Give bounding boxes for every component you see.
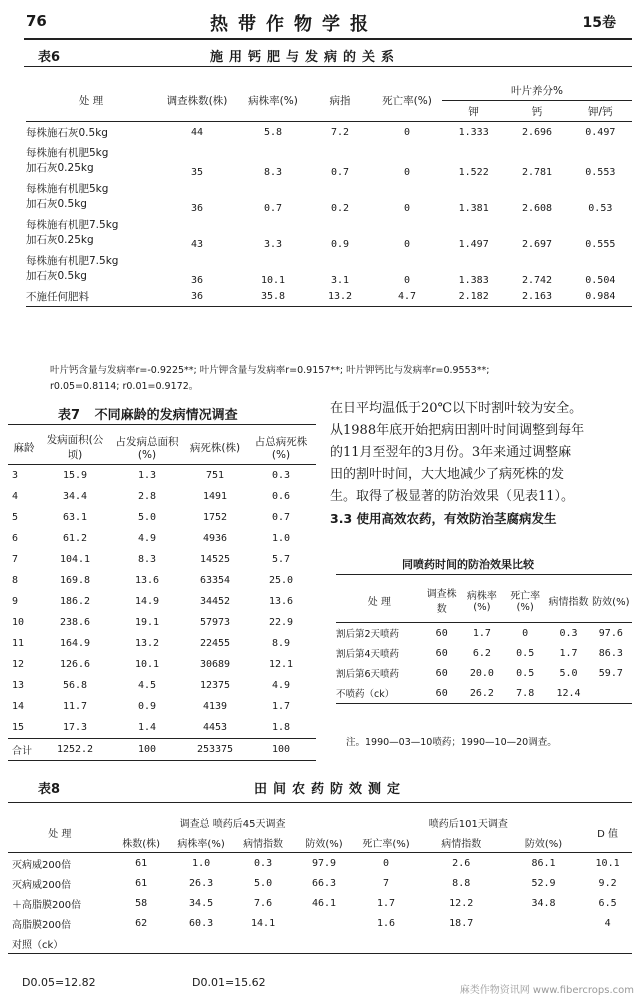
t6-cell-n: 36 <box>190 275 204 286</box>
t6-treatment-cell <box>26 142 156 178</box>
t7-cell: 1.0 <box>271 533 291 544</box>
t7-cell: 30689 <box>199 659 231 670</box>
t10-cell: 86.3 <box>598 647 623 659</box>
t8-cell: 6.5 <box>598 897 617 909</box>
table-row <box>8 612 316 633</box>
table-row <box>336 643 632 663</box>
header-rule <box>24 38 632 40</box>
t7-cell: 34452 <box>199 596 231 607</box>
table-row <box>8 570 316 591</box>
t6-treatment-cell <box>26 178 156 214</box>
t8-cell: 10.1 <box>595 857 620 869</box>
t7-cell: 63.1 <box>62 512 88 523</box>
table-row <box>8 696 316 717</box>
t7-cell: 34.4 <box>62 491 88 502</box>
t10-cell: 1.7 <box>559 647 578 659</box>
t6-cell-kc: 0.553 <box>585 167 616 178</box>
t8-sub-plants: 株数(株) <box>112 832 171 853</box>
t10-cell: 60 <box>423 683 461 704</box>
t7-cell: 11.7 <box>62 701 88 712</box>
t7-cell: 13.2 <box>134 638 160 649</box>
table-row <box>26 122 632 143</box>
table-row <box>8 633 316 654</box>
t7-col-dead: 病死株(株) <box>184 430 246 465</box>
table-row <box>26 286 632 307</box>
t7-cell: 12.1 <box>268 659 294 670</box>
t6-col-treat: 处 理 <box>26 80 156 122</box>
table-row <box>336 663 632 683</box>
t8-cell: 4 <box>604 917 611 929</box>
page-number: 76 <box>26 12 47 30</box>
t8-cell: 1.0 <box>192 857 211 869</box>
t8-cell: 0.3 <box>254 857 273 869</box>
t8-cell: 46.1 <box>311 897 337 909</box>
t6-cell-kc: 0.504 <box>585 275 616 286</box>
t7-col-area: 发病面积(公顷) <box>40 430 110 465</box>
table10 <box>336 578 632 704</box>
t6-cell-n: 44 <box>190 126 204 138</box>
t6-cell-kc: 0.53 <box>588 203 613 214</box>
t10-cell: 割后第6天喷药 <box>336 669 400 680</box>
t7-cell: 19.1 <box>134 617 160 628</box>
t10-col-treat: 处 理 <box>336 578 423 623</box>
t6-cell-d: 0 <box>403 203 411 214</box>
t6-cell-r: 8.3 <box>263 167 283 178</box>
t6-cell-k: 1.381 <box>458 203 489 214</box>
table6-label: 表6 <box>38 50 61 65</box>
t7-cell: 12 <box>12 659 25 670</box>
t6-treatment-line: 加石灰0.25kg <box>26 162 94 174</box>
t6-cell-n: 36 <box>190 203 204 214</box>
t8-cell: 灭病威200倍 <box>12 879 72 891</box>
t8-cell: 86.1 <box>531 857 556 869</box>
t7-cell: 1252.2 <box>40 739 110 761</box>
t6-cell-i: 7.2 <box>330 126 350 138</box>
table8-body <box>8 853 632 954</box>
t10-cell: 0.5 <box>516 667 535 679</box>
t7-cell: 13 <box>12 680 25 691</box>
t8-cell: 34.5 <box>189 897 214 909</box>
t7-cell: 15.9 <box>62 470 88 481</box>
t8-cell: 26.3 <box>189 877 214 889</box>
t10-cell: 26.2 <box>461 683 503 704</box>
t7-cell: 253375 <box>184 739 246 761</box>
table-row <box>26 178 632 214</box>
t7-cell: 4936 <box>202 533 228 544</box>
t7-cell: 1.3 <box>137 470 157 481</box>
t7-cell: 22455 <box>199 638 231 649</box>
t8-sub-death: 死亡率(%) <box>354 832 419 853</box>
table-row <box>26 250 632 286</box>
t7-cell: 10.1 <box>134 659 160 670</box>
t7-cell: 1.4 <box>137 722 157 733</box>
table-row <box>336 623 632 644</box>
t8-cell: 58 <box>135 897 148 909</box>
table7-body <box>8 465 316 761</box>
t6-cell-ca: 2.163 <box>505 286 568 307</box>
table-row <box>8 933 632 954</box>
t6-treatment-line: 每株施有机肥7.5kg <box>26 255 119 267</box>
t8-cell: 12.2 <box>449 897 474 909</box>
t10-cell: 59.7 <box>598 667 623 679</box>
table-row <box>8 465 316 487</box>
table8-label: 表8 <box>38 782 61 797</box>
t7-cell: 63354 <box>199 575 231 586</box>
t8-cell: 62 <box>135 917 148 929</box>
t7-cell: 8.9 <box>271 638 291 649</box>
t8-cell: 1.7 <box>376 897 396 909</box>
t7-col-dpct: 占总病死株(%) <box>246 430 316 465</box>
t7-cell: 6 <box>12 533 19 544</box>
t8-cell: 14.1 <box>251 917 276 929</box>
t7-cell: 56.8 <box>62 680 88 691</box>
t7-cell: 8.3 <box>137 554 157 565</box>
t10-cell: 60 <box>435 667 448 679</box>
table10-note: 注。1990—03—10喷药；1990—10—20调查。 <box>346 737 557 748</box>
table10-title: 同喷药时间的防治效果比较 <box>402 558 534 571</box>
t8-cell: 高脂膜200倍 <box>12 919 72 931</box>
t10-cell: 12.4 <box>547 683 589 704</box>
t8-cell <box>112 933 171 954</box>
t10-col-index: 病情指数 <box>547 578 589 623</box>
table6-body <box>26 122 632 307</box>
t10-cell: 97.6 <box>598 627 623 639</box>
table-row <box>8 893 632 913</box>
t7-col-age: 麻龄 <box>8 430 40 465</box>
t6-col-k: 钾 <box>442 101 505 122</box>
t8-cell: 2.6 <box>452 857 471 869</box>
watermark-text: 麻类作物资讯网 www.fibercrops.com <box>459 985 634 996</box>
t7-cell: 238.6 <box>59 617 91 628</box>
t10-cell: 7.8 <box>503 683 547 704</box>
t8-cell: 52.9 <box>531 877 556 889</box>
t6-cell-n: 35 <box>190 167 204 178</box>
t8-sub-eff1: 防效(%) <box>295 832 354 853</box>
t10-cell: 20.0 <box>469 667 494 679</box>
t10-cell: 60 <box>435 647 448 659</box>
t8-cell <box>419 933 504 954</box>
table-row <box>26 142 632 178</box>
t8-cell: 61 <box>135 857 148 869</box>
t6-cell-ca: 2.781 <box>521 167 553 178</box>
t10-cell: 割后第4天喷药 <box>336 649 400 660</box>
table-row <box>8 739 316 761</box>
t8-cell: 34.8 <box>531 897 556 909</box>
t6-cell-kc: 0.497 <box>585 126 616 138</box>
t7-cell: 15 <box>12 722 25 733</box>
body-line: 的11月至翌年的3月份。3年来通过调整麻 <box>330 445 572 460</box>
t6-cell-r: 5.8 <box>263 126 283 138</box>
t6-treatment-cell <box>26 122 156 143</box>
t7-cell: 4.9 <box>271 680 291 691</box>
t6-cell-ca: 2.697 <box>521 239 553 250</box>
t10-col-death: 死亡率(%) <box>503 578 547 623</box>
t7-cell: 1.7 <box>271 701 291 712</box>
t8-col-group2: 喷药后101天调查 <box>428 818 508 830</box>
t7-cell: 164.9 <box>59 638 91 649</box>
t8-cell <box>583 933 632 954</box>
table6-note-1: 叶片钙含量与发病率r=-0.9225**; 叶片钾含量与发病率r=0.9157**; 叶片钾钙比与发病率r=0.9553**; <box>50 365 490 376</box>
t10-cell <box>590 683 632 704</box>
t7-cell: 57973 <box>199 617 231 628</box>
t7-cell: 5 <box>12 512 19 523</box>
table7-label: 表7 <box>58 408 81 423</box>
t8-cell: ＋高脂膜200倍 <box>12 899 82 911</box>
t6-treatment-cell <box>26 214 156 250</box>
t6-treatment-cell <box>26 250 156 286</box>
t7-cell: 1.8 <box>271 722 291 733</box>
t8-cell <box>504 933 583 954</box>
t6-col-rate: 病株率(%) <box>238 80 308 122</box>
table10-top-rule <box>336 574 632 575</box>
t7-cell: 14 <box>12 701 25 712</box>
t7-cell: 0.9 <box>137 701 157 712</box>
table6 <box>26 80 632 307</box>
t7-cell: 0.6 <box>271 491 291 502</box>
t6-cell-r: 10.1 <box>260 275 286 286</box>
t6-cell-d: 0 <box>403 167 411 178</box>
t6-cell-k: 1.383 <box>458 275 489 286</box>
t6-cell-kc: 0.984 <box>569 286 632 307</box>
t6-cell-d: 0 <box>403 239 411 250</box>
body-line: 生。取得了极显著的防治效果（见表11）。 <box>330 489 575 504</box>
t7-cell: 2.8 <box>137 491 157 502</box>
t6-cell-d: 0 <box>403 275 411 286</box>
table-row <box>336 683 632 704</box>
table7-title: 不同麻龄的发病情况调查 <box>94 408 238 423</box>
running-header <box>0 6 640 36</box>
t7-cell: 0.7 <box>271 512 291 523</box>
body-line: 在日平均温低于20℃以下时割叶较为安全。 <box>330 401 583 416</box>
t10-cell: 割后第2天喷药 <box>336 629 400 640</box>
t7-cell: 126.6 <box>59 659 91 670</box>
table7 <box>8 430 316 761</box>
t6-cell-k: 2.182 <box>442 286 505 307</box>
table7-caption <box>58 404 238 423</box>
t7-cell: 1491 <box>202 491 228 502</box>
t7-cell: 13.6 <box>268 596 294 607</box>
t8-cell: 8.8 <box>452 877 471 889</box>
t8-sub-index1: 病情指数 <box>232 832 295 853</box>
volume-label: 15卷 <box>582 15 616 31</box>
table-row <box>8 591 316 612</box>
t6-treatment-line: 不施任何肥料 <box>26 290 89 303</box>
t6-treatment-line: 每株施有机肥7.5kg <box>26 219 119 231</box>
table-row <box>8 486 316 507</box>
t6-cell-n: 43 <box>190 239 204 250</box>
t8-cell: 9.2 <box>598 877 617 889</box>
t6-cell-ca: 2.742 <box>521 275 553 286</box>
t8-cell: 60.3 <box>189 917 214 929</box>
table-row <box>8 873 632 893</box>
t10-cell: 60 <box>435 627 448 639</box>
t10-cell: 5.0 <box>559 667 578 679</box>
t6-cell-r: 3.3 <box>263 239 283 250</box>
t7-cell: 14.9 <box>134 596 160 607</box>
t6-cell-k: 1.497 <box>458 239 489 250</box>
t7-cell: 3 <box>12 470 19 481</box>
table-row <box>8 675 316 696</box>
t7-cell: 4139 <box>202 701 228 712</box>
t7-cell: 25.0 <box>268 575 294 586</box>
t10-cell: 1.7 <box>472 627 491 639</box>
t6-treatment-line: 每株施有机肥5kg <box>26 147 109 159</box>
t7-cell: 5.7 <box>271 554 291 565</box>
t6-treatment-line: 每株施石灰0.5kg <box>26 126 108 139</box>
t6-col-kca: 钾/钙 <box>569 101 632 122</box>
table10-body <box>336 623 632 704</box>
t7-cell: 12375 <box>199 680 231 691</box>
t6-cell-ca: 2.696 <box>521 126 553 138</box>
t7-cell: 10 <box>12 617 25 628</box>
t7-cell: 100 <box>110 739 184 761</box>
t8-sub-eff2: 防效(%) <box>504 832 583 853</box>
table8-title: 田间农药防效测定 <box>254 782 407 797</box>
t8-cell: 97.9 <box>311 857 337 869</box>
t6-treatment-line: 加石灰0.25kg <box>26 234 94 246</box>
t8-sub-index2: 病情指数 <box>419 832 504 853</box>
t7-cell: 4 <box>12 491 19 502</box>
t7-col-pct: 占发病总面积(%) <box>110 430 184 465</box>
body-paragraph <box>330 398 630 530</box>
t7-cell: 13.6 <box>134 575 160 586</box>
section-heading: 3.3 使用高效农药，有效防治茎腐病发生 <box>330 511 557 526</box>
t6-col-death: 死亡率(%) <box>372 80 442 122</box>
table6-title: 施用钙肥与发病的关系 <box>210 50 401 65</box>
t6-cell-i: 0.9 <box>330 239 350 250</box>
t10-col-plants: 调查株数 <box>423 578 461 623</box>
t8-cell: 66.3 <box>311 877 337 889</box>
table-row <box>8 654 316 675</box>
t8-cell: 7 <box>383 877 390 889</box>
table-row <box>8 528 316 549</box>
t8-cell <box>171 933 232 954</box>
t8-cell: 18.7 <box>449 917 474 929</box>
t8-cell <box>354 933 419 954</box>
t7-cell: 0.3 <box>271 470 291 481</box>
t6-cell-i: 0.2 <box>330 203 350 214</box>
t7-cell: 4.9 <box>137 533 157 544</box>
body-line: 田的割叶时间，大大地减少了病死株的发 <box>330 467 565 482</box>
body-line: 从1988年底开始把病田割叶时间调整到每年 <box>330 423 585 438</box>
table-row <box>8 913 632 933</box>
t6-cell-ca: 2.608 <box>521 203 553 214</box>
t6-col-leaf: 叶片养分% <box>442 80 632 101</box>
t6-treatment-line: 加石灰0.5kg <box>26 270 87 282</box>
t7-cell: 5.0 <box>137 512 157 523</box>
t6-treatment-line: 每株施有机肥5kg <box>26 183 109 195</box>
journal-title: 热带作物学报 <box>210 14 378 35</box>
t10-cell: 6.2 <box>472 647 491 659</box>
t8-col-d: D 值 <box>583 812 632 853</box>
t7-cell: 17.3 <box>62 722 88 733</box>
t6-cell-n: 36 <box>156 286 238 307</box>
t7-cell: 7 <box>12 554 19 565</box>
t7-cell: 4.5 <box>137 680 157 691</box>
table-row <box>8 853 632 874</box>
t6-cell-i: 3.1 <box>330 275 350 286</box>
table-row <box>8 549 316 570</box>
t7-cell: 22.9 <box>268 617 294 628</box>
t10-cell: 0.3 <box>559 627 578 639</box>
t8-col-group1: 调查总 喷药后45天调查 <box>179 818 286 830</box>
table8-top-rule <box>8 802 632 803</box>
table-row <box>8 507 316 528</box>
t8-cell <box>232 933 295 954</box>
table6-top-rule <box>24 66 632 67</box>
t10-cell: 0 <box>522 627 529 639</box>
t6-cell-d: 0 <box>403 126 411 138</box>
t6-cell-k: 1.522 <box>458 167 489 178</box>
t7-cell: 11 <box>12 638 25 649</box>
table-row <box>26 214 632 250</box>
t6-cell-r: 35.8 <box>238 286 308 307</box>
t6-treatment-line: 加石灰0.5kg <box>26 198 87 210</box>
t8-cell: 0 <box>383 857 390 869</box>
t7-cell: 4453 <box>202 722 228 733</box>
t7-cell: 751 <box>205 470 225 481</box>
t6-cell-d: 4.7 <box>372 286 442 307</box>
t7-cell: 169.8 <box>59 575 91 586</box>
t8-cell: 对照（ck） <box>8 933 112 954</box>
t10-cell: 0.5 <box>516 647 535 659</box>
table8 <box>8 812 632 954</box>
t7-cell: 186.2 <box>59 596 91 607</box>
t6-col-ca: 钙 <box>505 101 568 122</box>
t7-cell: 14525 <box>199 554 231 565</box>
t7-cell: 1752 <box>202 512 228 523</box>
t8-cell: 61 <box>135 877 148 889</box>
t7-cell: 9 <box>12 596 19 607</box>
t8-col-treat: 处 理 <box>8 812 112 853</box>
t6-col-index: 病指 <box>308 80 372 122</box>
t8-sub-rate: 病株率(%) <box>171 832 232 853</box>
t6-cell-i: 13.2 <box>308 286 372 307</box>
t7-cell: 100 <box>246 739 316 761</box>
t6-col-plants: 调查株数(株) <box>156 80 238 122</box>
t6-cell-i: 0.7 <box>330 167 350 178</box>
t6-cell-kc: 0.555 <box>585 239 616 250</box>
t10-cell: 不喷药（ck） <box>336 683 423 704</box>
t6-treatment-cell <box>26 286 156 307</box>
t7-cell: 61.2 <box>62 533 88 544</box>
t8-cell: 灭病威200倍 <box>12 859 72 871</box>
table7-top-rule <box>8 424 316 425</box>
t7-cell: 104.1 <box>59 554 91 565</box>
t6-cell-k: 1.333 <box>458 126 489 138</box>
t8-cell: 7.6 <box>254 897 273 909</box>
t10-col-eff: 防效(%) <box>590 578 632 623</box>
t8-cell: 5.0 <box>254 877 273 889</box>
t7-cell: 8 <box>12 575 19 586</box>
d-value-001: D0.01=15.62 <box>192 976 266 989</box>
t6-cell-r: 0.7 <box>263 203 283 214</box>
t10-col-rate: 病株率(%) <box>461 578 503 623</box>
t8-cell <box>295 933 354 954</box>
t8-cell <box>295 913 354 933</box>
t8-cell <box>504 913 583 933</box>
d-value-005: D0.05=12.82 <box>22 976 96 989</box>
table-row <box>8 717 316 739</box>
table6-note-2: r0.05=0.8114; r0.01=0.9172。 <box>50 381 199 392</box>
t8-cell: 1.6 <box>376 917 396 929</box>
t7-cell: 合计 <box>8 739 40 761</box>
